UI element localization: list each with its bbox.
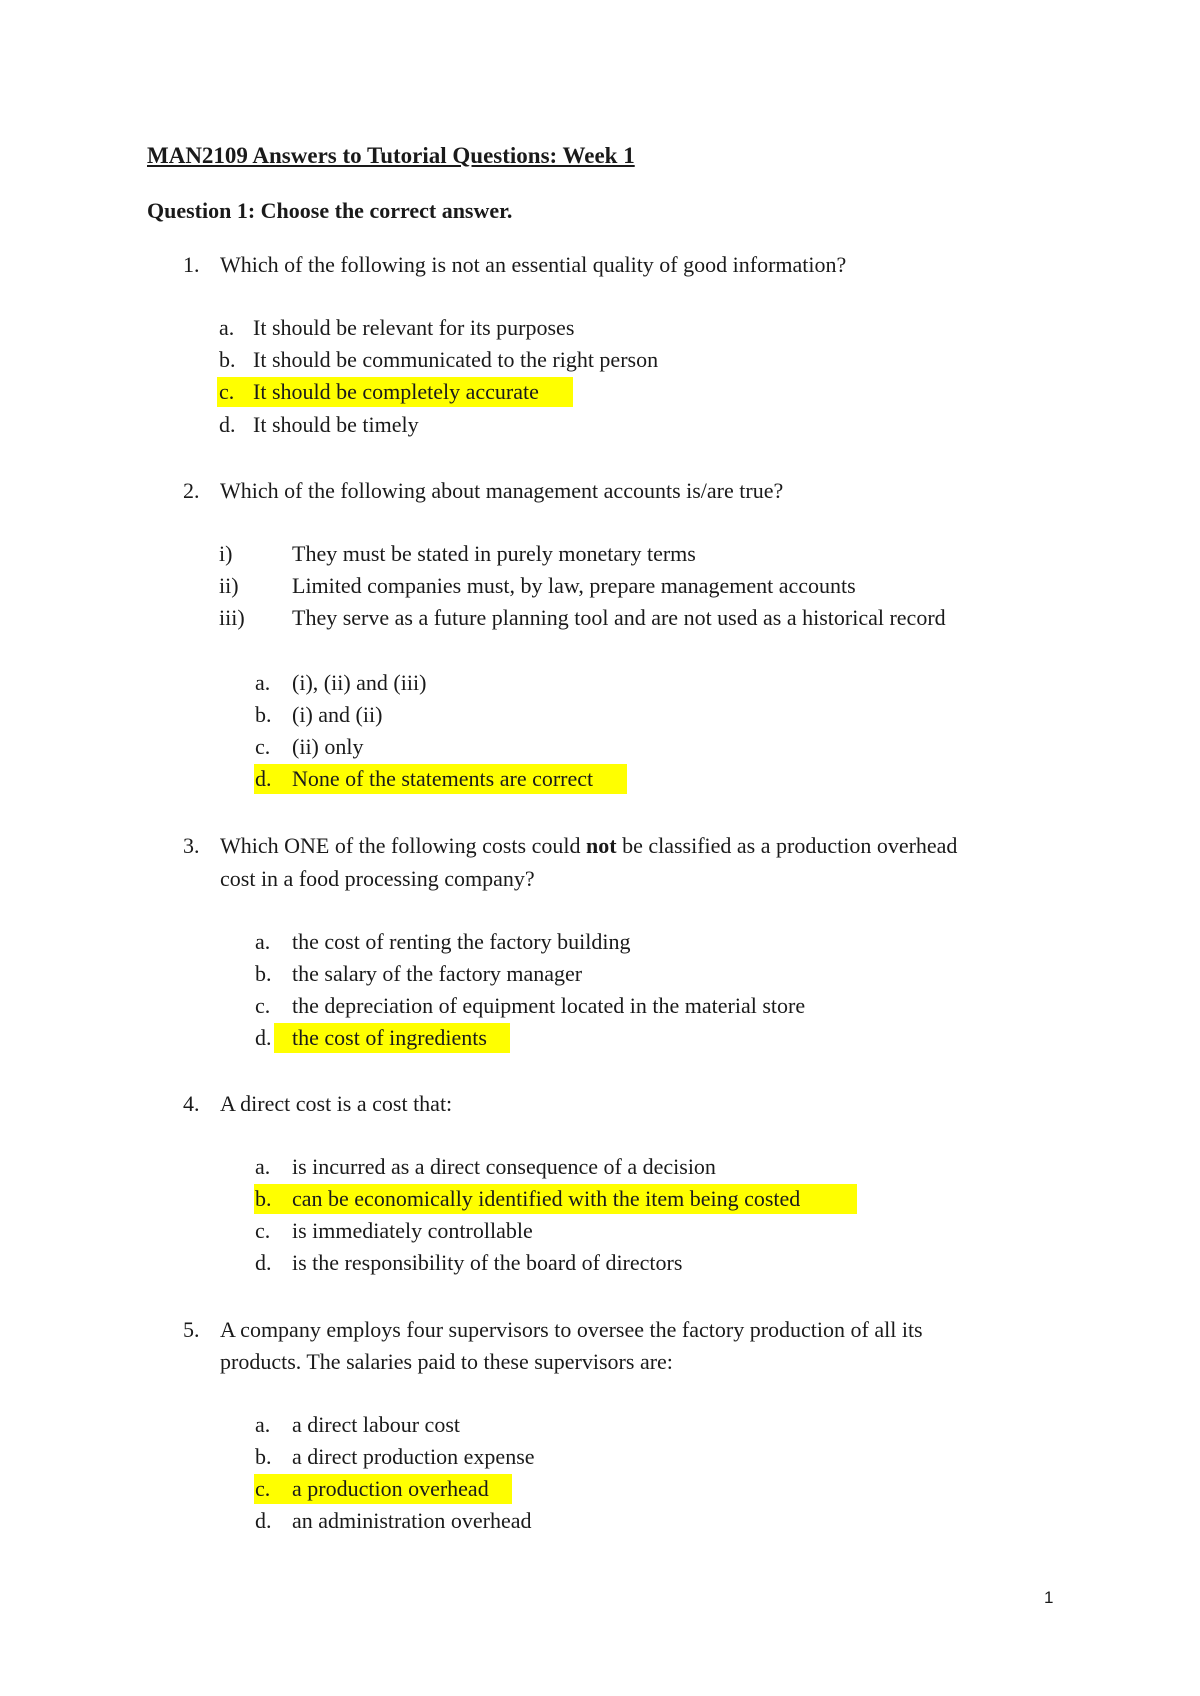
question-text: Which of the following is not an essential quality of good information? <box>220 252 847 277</box>
option-letter: c. <box>255 1476 271 1501</box>
question-text-part: be classified as a production overhead <box>616 833 958 858</box>
option-text: (i) and (ii) <box>292 702 383 727</box>
statement-i-text: They must be stated in purely monetary terms <box>292 541 696 566</box>
option-letter: a. <box>255 1412 271 1437</box>
question-number: 5. <box>183 1317 200 1342</box>
option-text: an administration overhead <box>292 1508 532 1533</box>
option-letter: c. <box>255 734 271 759</box>
option-letter: d. <box>255 1508 272 1533</box>
option-letter: d. <box>255 766 272 791</box>
option-text: (i), (ii) and (iii) <box>292 670 427 695</box>
option-letter: a. <box>255 929 271 954</box>
option-text: None of the statements are correct <box>292 766 594 791</box>
option-text: the cost of ingredients <box>292 1025 487 1050</box>
option-letter: c. <box>255 993 271 1018</box>
question-number: 4. <box>183 1091 200 1116</box>
question-number: 1. <box>183 252 200 277</box>
question-number: 3. <box>183 833 200 858</box>
statement-ii <box>219 571 239 601</box>
option-letter: b. <box>255 702 272 727</box>
statement-iii-text: They serve as a future planning tool and are not used as a historical record <box>292 605 946 630</box>
option-letter: a. <box>255 1154 271 1179</box>
option-letter: c. <box>219 379 235 404</box>
question-text: cost in a food processing company? <box>220 866 535 891</box>
option-letter: b. <box>255 1444 272 1469</box>
statement-numeral: ii) <box>219 573 239 598</box>
option-text: a direct production expense <box>292 1444 535 1469</box>
option-letter: b. <box>219 347 236 372</box>
option-text: the cost of renting the factory building <box>292 929 631 954</box>
option-letter: a. <box>219 315 235 340</box>
option-letter: a. <box>255 670 271 695</box>
statement-ii-text: Limited companies must, by law, prepare management accounts <box>292 573 856 598</box>
question-text: A direct cost is a cost that: <box>220 1091 453 1116</box>
option-letter: d. <box>255 1025 272 1050</box>
document-title: MAN2109 Answers to Tutorial Questions: Week 1 <box>147 143 635 168</box>
option-text: is incurred as a direct consequence of a decision <box>292 1154 716 1179</box>
statement-iii <box>219 603 245 633</box>
question-text: products. The salaries paid to these supervisors are: <box>220 1349 673 1374</box>
option-letter: b. <box>255 961 272 986</box>
option-text: the salary of the factory manager <box>292 961 583 986</box>
statement-numeral: i) <box>219 541 233 566</box>
option-text: the depreciation of equipment located in the material store <box>292 993 806 1018</box>
option-text: can be economically identified with the item being costed <box>292 1186 801 1211</box>
page-number: 1 <box>1044 1588 1054 1607</box>
emphasis-not: not <box>586 833 617 858</box>
question-heading: Question 1: Choose the correct answer. <box>147 198 513 223</box>
option-letter: b. <box>255 1186 272 1211</box>
option-text: is the responsibility of the board of directors <box>292 1250 683 1275</box>
option-text: a direct labour cost <box>292 1412 460 1437</box>
option-text: (ii) only <box>292 734 364 759</box>
option-text: It should be relevant for its purposes <box>253 315 575 340</box>
option-letter: d. <box>255 1250 272 1275</box>
question-text <box>220 829 957 862</box>
option-letter: d. <box>219 412 236 437</box>
option-text: It should be timely <box>253 412 419 437</box>
option-text: It should be completely accurate <box>253 379 539 404</box>
statement-numeral: iii) <box>219 605 245 630</box>
option-text: a production overhead <box>292 1476 489 1501</box>
option-text: It should be communicated to the right person <box>253 347 659 372</box>
question-text-part: Which ONE of the following costs could <box>220 833 586 858</box>
option-text: is immediately controllable <box>292 1218 533 1243</box>
option-letter: c. <box>255 1218 271 1243</box>
question-text: Which of the following about management accounts is/are true? <box>220 478 784 503</box>
statement-i <box>219 539 232 569</box>
question-number: 2. <box>183 478 200 503</box>
question-text: A company employs four supervisors to oversee the factory production of all its <box>220 1317 923 1342</box>
